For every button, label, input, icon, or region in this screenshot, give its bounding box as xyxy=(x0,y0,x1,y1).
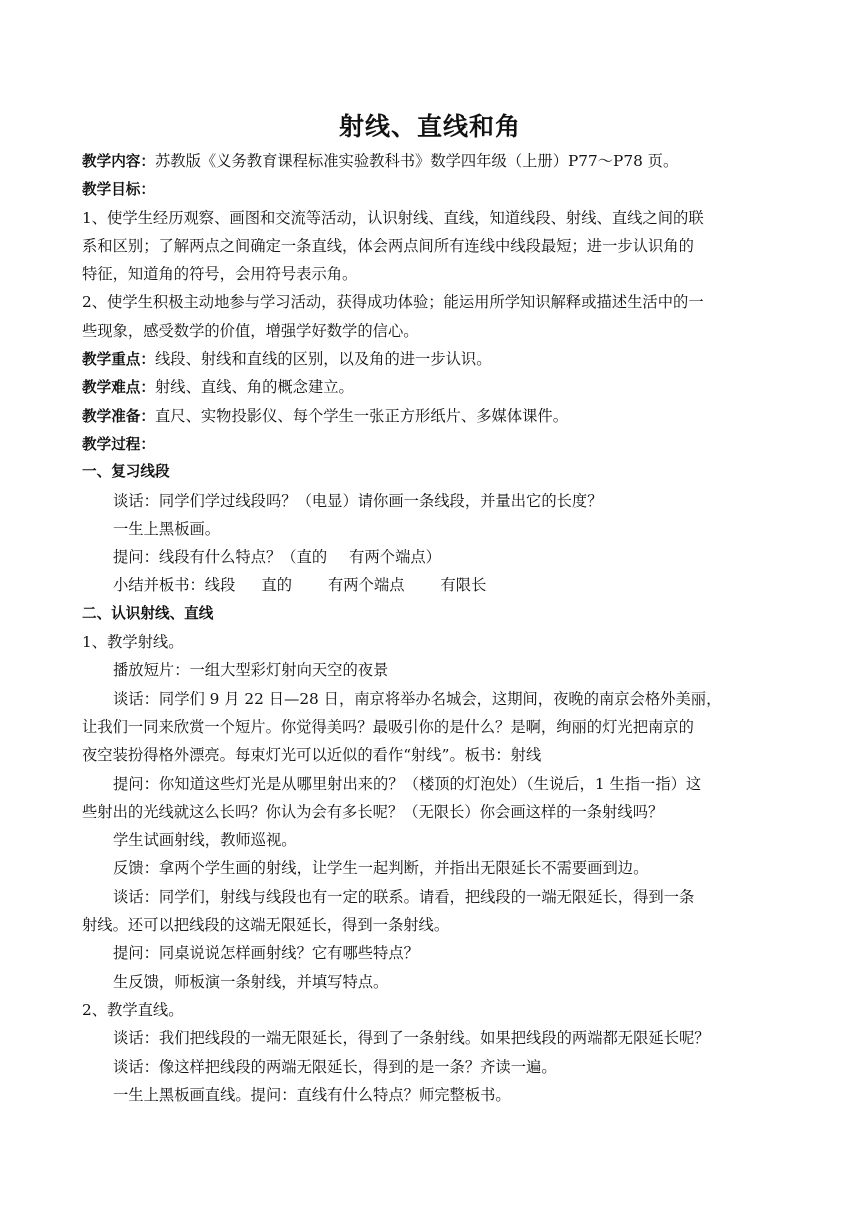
summary-item-finite: 有限长 xyxy=(440,576,487,595)
teaching-content-text: 苏教版《义务教育课程标准实验教科书》数学四年级（上册）P77～P78 页。 xyxy=(154,152,679,170)
teaching-content-label: 教学内容： xyxy=(82,153,155,170)
ray-paragraph-6-line-1: 谈话：同学们，射线与线段也有一定的联系。请看，把线段的一端无限延长，得到一条 xyxy=(113,887,695,906)
page-title: 射线、直线和角 xyxy=(338,112,521,141)
ray-paragraph-2-line-3: 夜空装扮得格外漂亮。每束灯光可以近似的看作“射线”。板书：射线 xyxy=(82,746,542,765)
teaching-content-line xyxy=(82,147,782,175)
ray-paragraph-5: 反馈：拿两个学生画的射线，让学生一起判断，并指出无限延长不需要画到边。 xyxy=(113,859,649,878)
difficulty-line xyxy=(82,373,782,401)
section-1-line-3 xyxy=(82,543,782,571)
key-point-label: 教学重点： xyxy=(82,351,155,369)
summary-label: 小结并板书：线段 xyxy=(113,576,236,595)
section-2-heading: 二、认识射线、直线 xyxy=(82,604,214,622)
section-2-sub-1: 1、教学射线。 xyxy=(82,633,184,652)
summary-item-endpoints: 有两个端点 xyxy=(328,576,405,595)
summary-item-straight: 直的 xyxy=(261,576,292,595)
section-1-line-1: 谈话：同学们学过线段吗？（电显）请你画一条线段，并量出它的长度？ xyxy=(113,491,603,510)
section-1-line-3-part-a: 提问：线段有什么特点？（直的 xyxy=(113,548,328,567)
goal-2-line-1: 2、使学生积极主动地参与学习活动，获得成功体验；能运用所学知识解释或描述生活中的一 xyxy=(82,293,704,312)
ray-paragraph-2-line-1: 谈话：同学们 9 月 22 日—28 日，南京将举办名城会，这期间，夜晚的南京会格外美丽， xyxy=(113,689,722,708)
difficulty-label: 教学难点： xyxy=(82,379,155,397)
teaching-goals-label-line xyxy=(82,175,782,203)
ray-paragraph-6-line-2: 射线。还可以把线段的这端无限延长，得到一条射线。 xyxy=(82,916,450,935)
ray-paragraph-4: 学生试画射线，教师巡视。 xyxy=(113,831,297,850)
key-point-line xyxy=(82,345,782,373)
section-2-sub-2: 2、教学直线。 xyxy=(82,1000,184,1019)
ray-paragraph-2-line-2: 让我们一同来欣赏一个短片。你觉得美吗？最吸引你的是什么？是啊，绚丽的灯光把南京的 xyxy=(82,717,694,736)
document-body xyxy=(82,147,782,1109)
goal-2-line-2: 些现象，感受数学的价值，增强学好数学的信心。 xyxy=(82,321,419,340)
process-label: 教学过程： xyxy=(82,435,155,453)
difficulty-text: 射线、直线、角的概念建立。 xyxy=(154,378,354,397)
ray-paragraph-3-line-2: 些射出的光线就这么长吗？你认为会有多长呢？（无限长）你会画这样的一条射线吗？ xyxy=(82,802,664,821)
key-point-text: 线段、射线和直线的区别，以及角的进一步认识。 xyxy=(154,350,492,369)
section-1-summary-line xyxy=(82,571,782,599)
section-1-line-2: 一生上黑板画。 xyxy=(113,519,221,538)
line-paragraph-2: 谈话：像这样把线段的两端无限延长，得到的是一条？齐读一遍。 xyxy=(113,1057,557,1076)
section-1-heading: 一、复习线段 xyxy=(82,463,170,481)
ray-paragraph-1: 播放短片：一组大型彩灯射向天空的夜景 xyxy=(113,661,389,680)
preparation-text: 直尺、实物投影仪、每个学生一张正方形纸片、多媒体课件。 xyxy=(154,406,569,425)
preparation-line xyxy=(82,402,782,430)
goal-1-line-3: 特征，知道角的符号，会用符号表示角。 xyxy=(82,265,358,284)
goal-1-line-2: 系和区别；了解两点之间确定一条直线，体会两点间所有连线中线段最短；进一步认识角的 xyxy=(82,236,694,255)
line-paragraph-3: 一生上黑板画直线。提问：直线有什么特点？师完整板书。 xyxy=(113,1085,511,1104)
ray-paragraph-3-line-1: 提问：你知道这些灯光是从哪里射出来的？（楼顶的灯泡处）（生说后，1 生指一指）这 xyxy=(113,774,702,793)
line-paragraph-1: 谈话：我们把线段的一端无限延长，得到了一条射线。如果把线段的两端都无限延长呢？ xyxy=(113,1029,710,1048)
ray-paragraph-8: 生反馈，师板演一条射线，并填写特点。 xyxy=(113,972,389,991)
goal-1-line-1: 1、使学生经历观察、画图和交流等活动，认识射线、直线，知道线段、射线、直线之间的联 xyxy=(82,208,704,227)
section-1-line-3-part-b: 有两个端点） xyxy=(349,548,441,567)
teaching-goals-label: 教学目标： xyxy=(82,181,155,199)
preparation-label: 教学准备： xyxy=(82,407,155,425)
ray-paragraph-7: 提问：同桌说说怎样画射线？它有哪些特点？ xyxy=(113,944,419,963)
process-label-line xyxy=(82,430,782,458)
